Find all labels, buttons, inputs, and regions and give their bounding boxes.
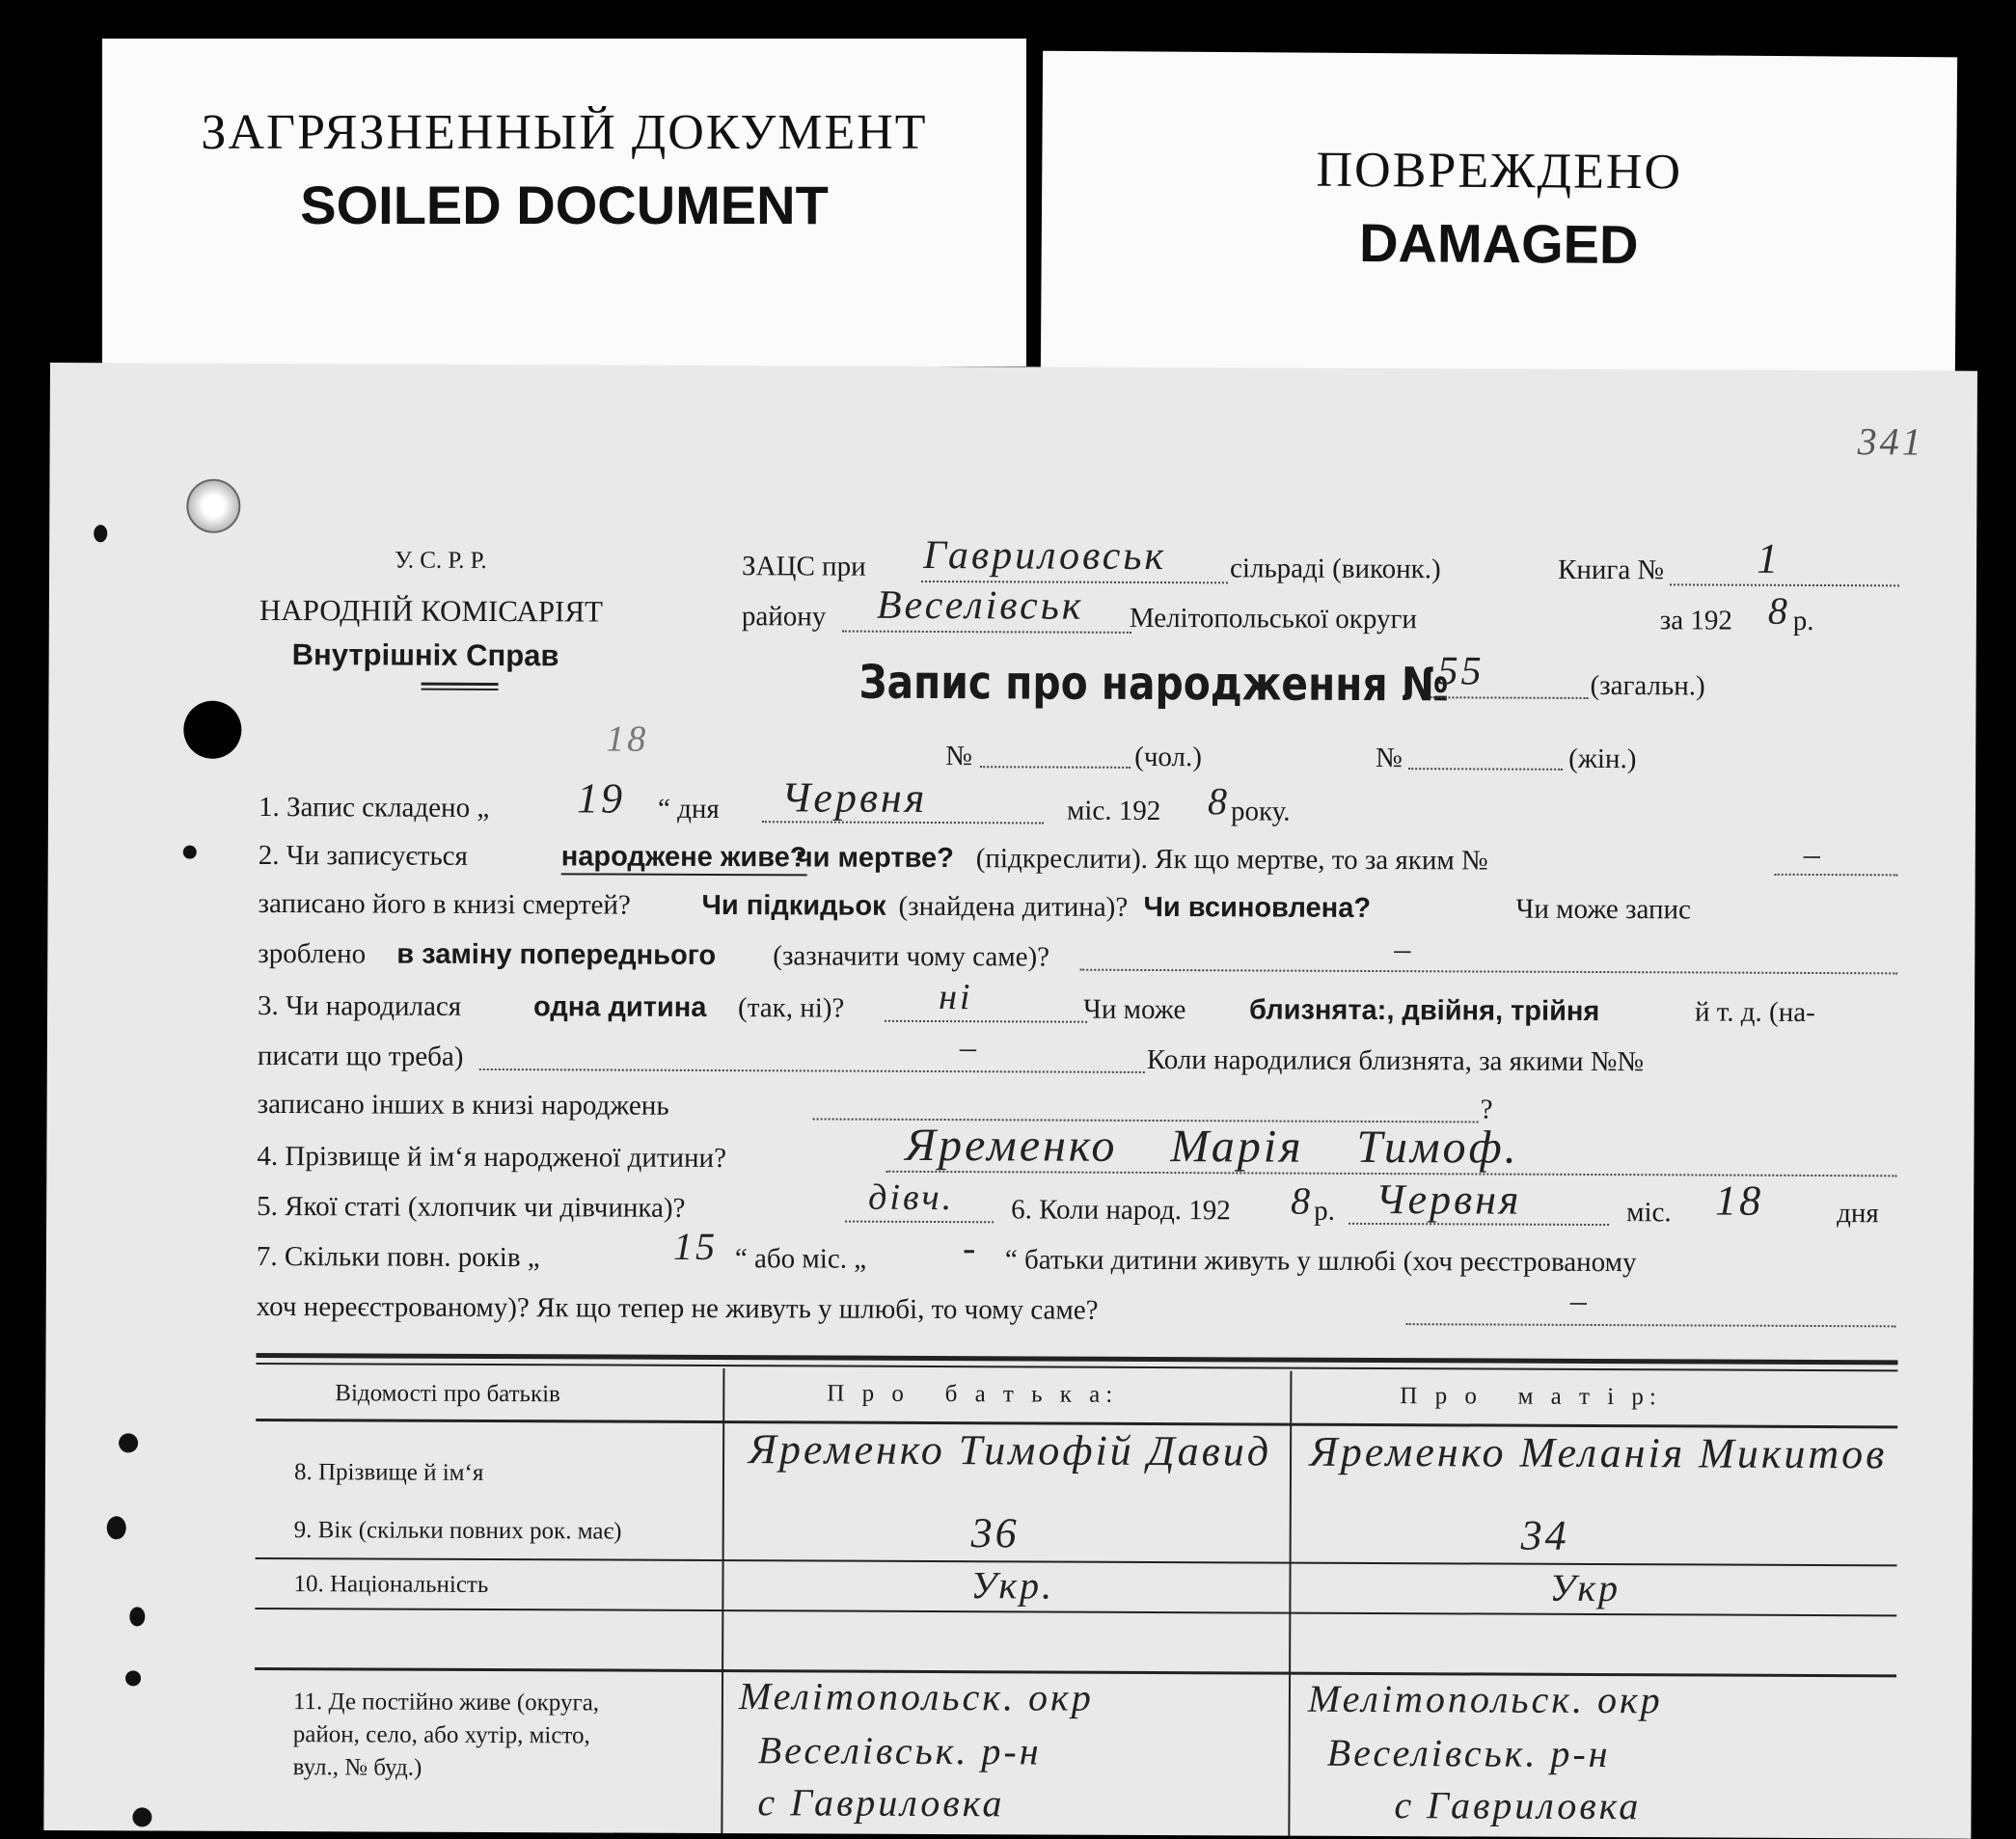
table-header-mother: П р о м а т і р: [1400, 1383, 1662, 1411]
item6-text-b: р. [1314, 1195, 1335, 1227]
item3-text-i: записано інших в книзі народжень [257, 1088, 669, 1122]
item5-sex-line [845, 1221, 994, 1224]
item7-text-c: “ батьки дитини живуть у шлюбі (хоч реєстрованому [1004, 1244, 1637, 1279]
margin-note: 18 [606, 718, 649, 760]
item1-day: 19 [576, 774, 626, 823]
book-label: Книга № [1558, 554, 1665, 586]
item4-child-name: Яременко Марія Тимоф. [905, 1119, 1519, 1174]
item6-year: 8 [1291, 1178, 1314, 1223]
district-prefix: району [741, 601, 827, 633]
mother-residence-2: Веселівськ. р-н [1326, 1730, 1611, 1776]
damaged-label [1041, 51, 1957, 376]
table-column-divider [1288, 1371, 1292, 1836]
item2-text-l: (зазначити чому саме)? [773, 940, 1050, 973]
item4-text-a: 4. Прізвище й ім‘я народженої дитини? [257, 1140, 727, 1175]
item2-adopted: Чи всиновлена? [1143, 891, 1372, 924]
item1-year: 8 [1207, 779, 1231, 824]
item3-text-h: Коли народилися близнята, за якими №№ [1146, 1043, 1645, 1078]
item2-foundling: Чи підкидьок [701, 889, 886, 922]
stain-dot [94, 525, 107, 542]
item3-single-child: одна дитина [533, 991, 707, 1023]
item3-text-d: Чи може [1083, 993, 1186, 1026]
item7-dash: – [1569, 1283, 1590, 1319]
item3-twins-line [479, 1068, 1145, 1073]
mother-nationality: Укр [1549, 1565, 1621, 1610]
item6-month-line [1349, 1223, 1609, 1226]
district-line [842, 631, 1131, 634]
mother-age: 34 [1520, 1511, 1569, 1559]
item3-question: ? [1480, 1094, 1493, 1125]
item3-twins: близнята:, двійня, трійня [1249, 994, 1600, 1028]
item2-text-e: записано його в книзі смертей? [258, 887, 631, 921]
item2-born-alive: народжене живе? [561, 841, 807, 876]
commissariat-label: НАРОДНІЙ КОМІСАРІЯТ [259, 592, 604, 629]
stain-dot [119, 1433, 138, 1452]
item3-value-line [885, 1020, 1087, 1023]
item1-text-a: 1. Запис складено „ [258, 791, 490, 824]
item3-text-c: (так, ні)? [738, 992, 845, 1024]
item2-text-a: 2. Чи записується [258, 839, 468, 872]
district-value: Веселівськ [876, 582, 1084, 629]
year-prefix: за 192 [1659, 605, 1732, 636]
item7-reason-line [1406, 1323, 1896, 1327]
year-digit: 8 [1767, 588, 1790, 633]
item3-dash: – [959, 1030, 979, 1067]
female-number-sign: № [1376, 743, 1403, 774]
zags-village: Гавриловськ [923, 532, 1167, 580]
item2-replacement-line [1079, 969, 1897, 975]
item7-text-d: хоч нереєстрованому)? Як що тепер не живуть у шлюбі, то чому саме? [256, 1290, 1099, 1326]
damaged-label-ru: ПОВРЕЖДЕНО [1316, 142, 1683, 201]
item6-text-d: дня [1837, 1198, 1879, 1230]
header-underline [422, 683, 499, 686]
header-underline [422, 689, 499, 690]
item2-replacement: в заміну попереднього [396, 938, 717, 972]
item7-years: 15 [672, 1224, 719, 1269]
row-age-label: 9. Вік (скільки повних рок. має) [293, 1517, 622, 1545]
father-residence-3: с Гавриловка [757, 1780, 1005, 1825]
item3-text-f: й т. д. (на- [1695, 996, 1815, 1028]
item1-text-d: року. [1230, 796, 1291, 827]
table-top-rule-thin [256, 1363, 1897, 1371]
row-residence-label-2: район, село, або хутір, місто, [292, 1721, 590, 1749]
item7-text-b: “ або міс. „ [734, 1243, 867, 1275]
item6-text-a: 6. Коли народ. 192 [1011, 1194, 1231, 1227]
item6-text-c: міс. [1626, 1197, 1672, 1229]
stain-dot [129, 1607, 145, 1626]
item5-sex: дівч. [868, 1176, 955, 1219]
item2-text-d: (підкреслити). Як що мертве, то за яким № [975, 843, 1488, 877]
birth-record-form [43, 363, 1977, 1839]
father-residence-1: Мелітопольск. окр [738, 1674, 1094, 1719]
book-number: 1 [1757, 534, 1782, 582]
stain-dot [132, 1807, 151, 1826]
stain-dot [107, 1516, 126, 1539]
male-number-sign: № [945, 741, 972, 772]
item6-month: Червня [1376, 1176, 1522, 1224]
row-residence-label-1: 11. Де постійно живе (округа, [292, 1689, 600, 1717]
item2-text-i: Чи може запис [1515, 893, 1692, 926]
item3-text-g: писати що треба) [257, 1040, 464, 1072]
item2-dash: – [1803, 836, 1823, 874]
punch-hole [183, 701, 241, 759]
item2-text-g: (знайдена дитина)? [898, 890, 1129, 923]
item5-text-a: 5. Якої статі (хлопчик чи дівчинка)? [257, 1190, 686, 1224]
soiled-label-ru: ЗАГРЯЗНЕННЫЙ ДОКУМЕНТ [201, 105, 928, 160]
stain-dot [125, 1670, 141, 1686]
male-number-line [980, 766, 1131, 769]
internal-affairs-label: Внутрішніх Справ [291, 637, 559, 673]
table-row-rule [256, 1557, 1897, 1566]
male-label: (чол.) [1134, 741, 1203, 773]
soiled-label-en: SOILED DOCUMENT [300, 175, 829, 235]
stain-dot [183, 846, 197, 859]
female-number-line [1408, 768, 1563, 771]
row-name-label: 8. Прізвище й ім‘я [293, 1459, 484, 1486]
item2-or-dead: чи мертве? [796, 842, 954, 875]
record-number: 55 [1437, 649, 1485, 694]
father-nationality: Укр. [970, 1563, 1055, 1608]
damaged-label-en: DAMAGED [1358, 211, 1639, 276]
female-label: (жін.) [1568, 743, 1637, 775]
general-label: (загальн.) [1590, 669, 1705, 702]
book-number-line [1670, 583, 1899, 586]
father-residence-2: Веселівськ. р-н [757, 1728, 1042, 1773]
punch-hole [186, 479, 240, 533]
item1-month: Червня [780, 773, 928, 822]
item2-dash2: – [1394, 932, 1414, 968]
item2-text-j: зроблено [258, 937, 367, 970]
zags-suffix: сільраді (виконк.) [1230, 553, 1441, 585]
row-nationality-label: 10. Національність [293, 1571, 489, 1598]
item1-month-line [762, 821, 1044, 824]
table-header-info: Відомості про батьків [335, 1380, 560, 1408]
item2-dash-line [1775, 874, 1898, 877]
record-number-line [1430, 696, 1588, 699]
item7-months: - [962, 1226, 979, 1270]
district-suffix: Мелітопольської округи [1129, 602, 1417, 636]
soiled-document-label [102, 39, 1026, 366]
row-residence-label-3: вул., № буд.) [292, 1754, 422, 1781]
page-number: 341 [1857, 419, 1924, 464]
mother-residence-1: Мелітопольск. окр [1307, 1676, 1663, 1722]
item6-day: 18 [1715, 1176, 1764, 1225]
item3-value: ні [939, 977, 973, 1018]
table-header-father: П р о б а т ь к а: [827, 1380, 1119, 1408]
record-title: Запис про народження № [858, 655, 1450, 713]
item7-text-a: 7. Скільки повн. років „ [256, 1240, 540, 1274]
item1-text-b: “ дня [657, 793, 720, 825]
mother-name: Яременко Меланія Микитов [1309, 1427, 1888, 1478]
ussr-label: У. С. Р. Р. [395, 547, 487, 574]
zags-prefix: ЗАЦС при [742, 551, 866, 582]
mother-residence-3: с Гавриловка [1394, 1783, 1642, 1828]
father-name: Яременко Тимофій Давид [748, 1425, 1272, 1475]
table-row-rule [255, 1608, 1896, 1616]
item1-text-c: міс. 192 [1066, 795, 1161, 827]
table-column-divider [721, 1368, 724, 1833]
item3-text-a: 3. Чи народилася [258, 989, 462, 1022]
father-age: 36 [970, 1509, 1020, 1557]
year-suffix: р. [1792, 605, 1814, 636]
